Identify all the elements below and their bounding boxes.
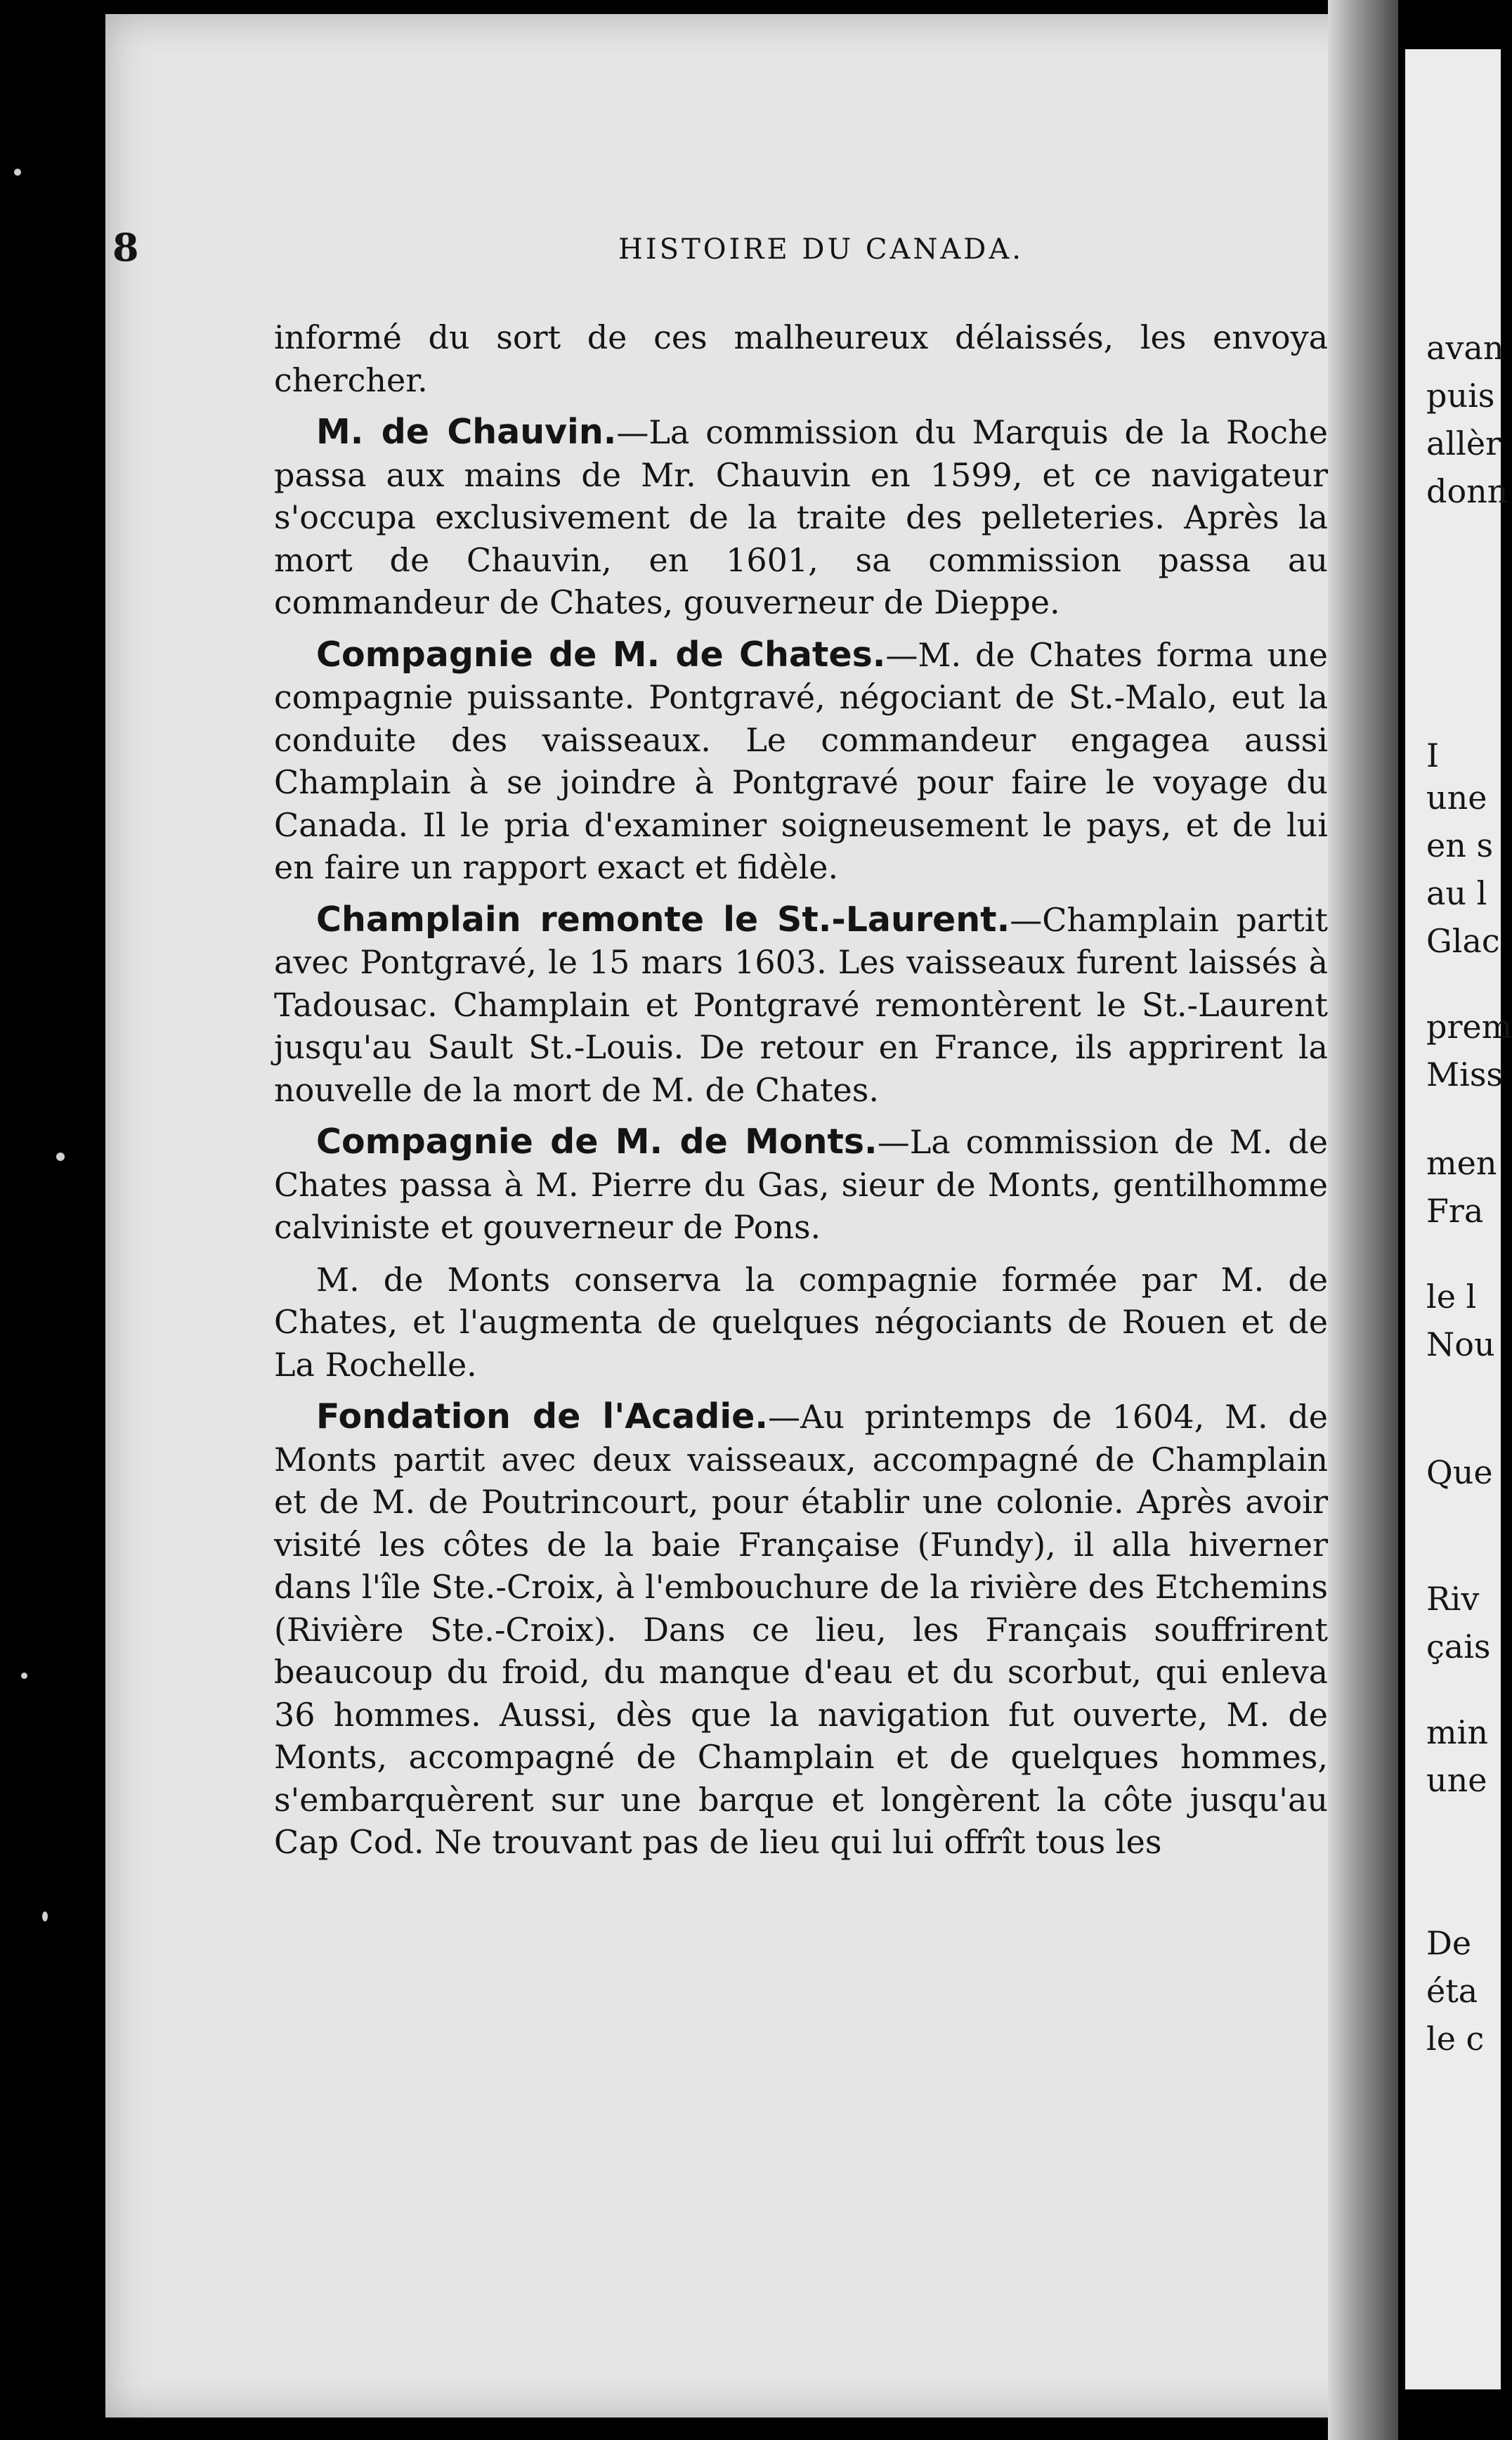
paragraph-text: M. de Monts conserva la compagnie formée par M. de Chates, et l'augmenta de quelques négociants de Rouen et de La Rochelle. (274, 1260, 1328, 1384)
facing-page-fragment: min (1426, 1713, 1488, 1751)
paragraph-heading: Fondation de l'Acadie. (316, 1396, 768, 1436)
facing-page-fragment: De (1426, 1924, 1472, 1962)
scan-speck (14, 169, 21, 176)
scan-speck (21, 1673, 27, 1679)
paragraph-heading: Compagnie de M. de Monts. (316, 1122, 878, 1162)
paragraph (274, 899, 1328, 1112)
scan-speck (56, 1153, 65, 1161)
book-binding (1328, 0, 1398, 2440)
paragraph (274, 1396, 1328, 1864)
paragraph (274, 634, 1328, 889)
facing-page-fragment: çais (1426, 1628, 1491, 1666)
paragraph-heading: Compagnie de M. de Chates. (316, 634, 886, 675)
paragraph-text: —Au printemps de 1604, M. de Monts partit avec deux vaisseaux, accompagné de Champlain et de M. de Poutrincourt, pour établir une colonie. Après avoir visité les côtes de la baie Française (Fundy), il alla hiverner dans l'île Ste.-Croix, à l'embouchure de la rivière des Etchemins (Rivière Ste.-Croix). Dans ce lieu, les Français souffrirent beaucoup du froid, du manque d'eau et du scorbut, qui enleva 36 hommes. Aussi, dès que la navigation fut ouverte, M. de Monts, accompagné de Champlain et de quelques hommes, s'embarquèrent sur une barque et longèrent la côte jusqu'au Cap Cod. Ne trouvant pas de lieu qui lui offrît tous les (274, 1398, 1328, 1861)
facing-page-fragment: avan (1426, 329, 1504, 367)
paragraph-text: —La commission du Marquis de la Roche passa aux mains de Mr. Chauvin en 1599, et ce navigateur s'occupa exclusivement de la traite des pelleteries. Après la mort de Chauvin, en 1601, sa commission passa au commandeur de Chates, gouverneur de Dieppe. (274, 413, 1328, 621)
facing-page-fragment: Que (1426, 1453, 1493, 1491)
facing-page-fragment: Nou (1426, 1325, 1495, 1363)
facing-page-fragment: une (1426, 1761, 1487, 1799)
facing-page-fragment: donn (1426, 472, 1508, 510)
paragraph-heading: Champlain remonte le St.-Laurent. (316, 899, 1010, 940)
scan-speck (42, 1912, 48, 1921)
facing-page-fragment: I (1426, 736, 1440, 774)
facing-page (1405, 49, 1512, 2389)
paragraph-text: informé du sort de ces malheureux délaissés, les envoya chercher. (274, 318, 1328, 399)
facing-page-fragment: au l (1426, 874, 1487, 912)
facing-page-fragment: Fra (1426, 1192, 1484, 1230)
facing-page-fragment: allèr (1426, 424, 1501, 462)
facing-page-fragment: éta (1426, 1972, 1478, 2010)
running-head: HISTOIRE DU CANADA. (618, 233, 1024, 266)
facing-page-fragment: men (1426, 1144, 1497, 1182)
facing-page-fragment: une (1426, 779, 1487, 817)
page-number: 8 (112, 225, 139, 270)
facing-page-fragment: le c (1426, 2020, 1485, 2058)
paragraph (274, 1121, 1328, 1249)
paragraph-heading: M. de Chauvin. (316, 412, 617, 452)
facing-page-fragment: le l (1426, 1278, 1477, 1316)
facing-page-fragment: Glac (1426, 922, 1500, 960)
facing-page-fragment: Miss (1426, 1056, 1504, 1094)
facing-page-fragment: puis (1426, 377, 1495, 415)
body-text (274, 316, 1328, 1874)
paragraph-text: —M. de Chates forma une compagnie puissante. Pontgravé, négociant de St.-Malo, eut la conduite des vaisseaux. Le commandeur engagea aussi Champlain à se joindre à Pontgravé pour faire le voyage du Canada. Il le pria d'examiner soigneusement le pays, et de lui en faire un rapport exact et fidèle. (274, 635, 1328, 886)
paragraph (274, 1259, 1328, 1387)
paragraph-text: —Champlain partit avec Pontgravé, le 15 mars 1603. Les vaisseaux furent laissés à Tadousac. Champlain et Pontgravé remontèrent le St.-Laurent jusqu'au Sault St.-Louis. De retour en France, ils apprirent la nouvelle de la mort de M. de Chates. (274, 900, 1328, 1109)
facing-page-fragment: prem (1426, 1008, 1512, 1046)
paragraph (274, 316, 1328, 401)
paragraph (274, 411, 1328, 624)
facing-page-fragment: Riv (1426, 1580, 1480, 1618)
facing-page-fragment: en s (1426, 826, 1494, 864)
paragraph-text: —La commission de M. de Chates passa à M. Pierre du Gas, sieur de Monts, gentilhomme calviniste et gouverneur de Pons. (274, 1123, 1328, 1246)
